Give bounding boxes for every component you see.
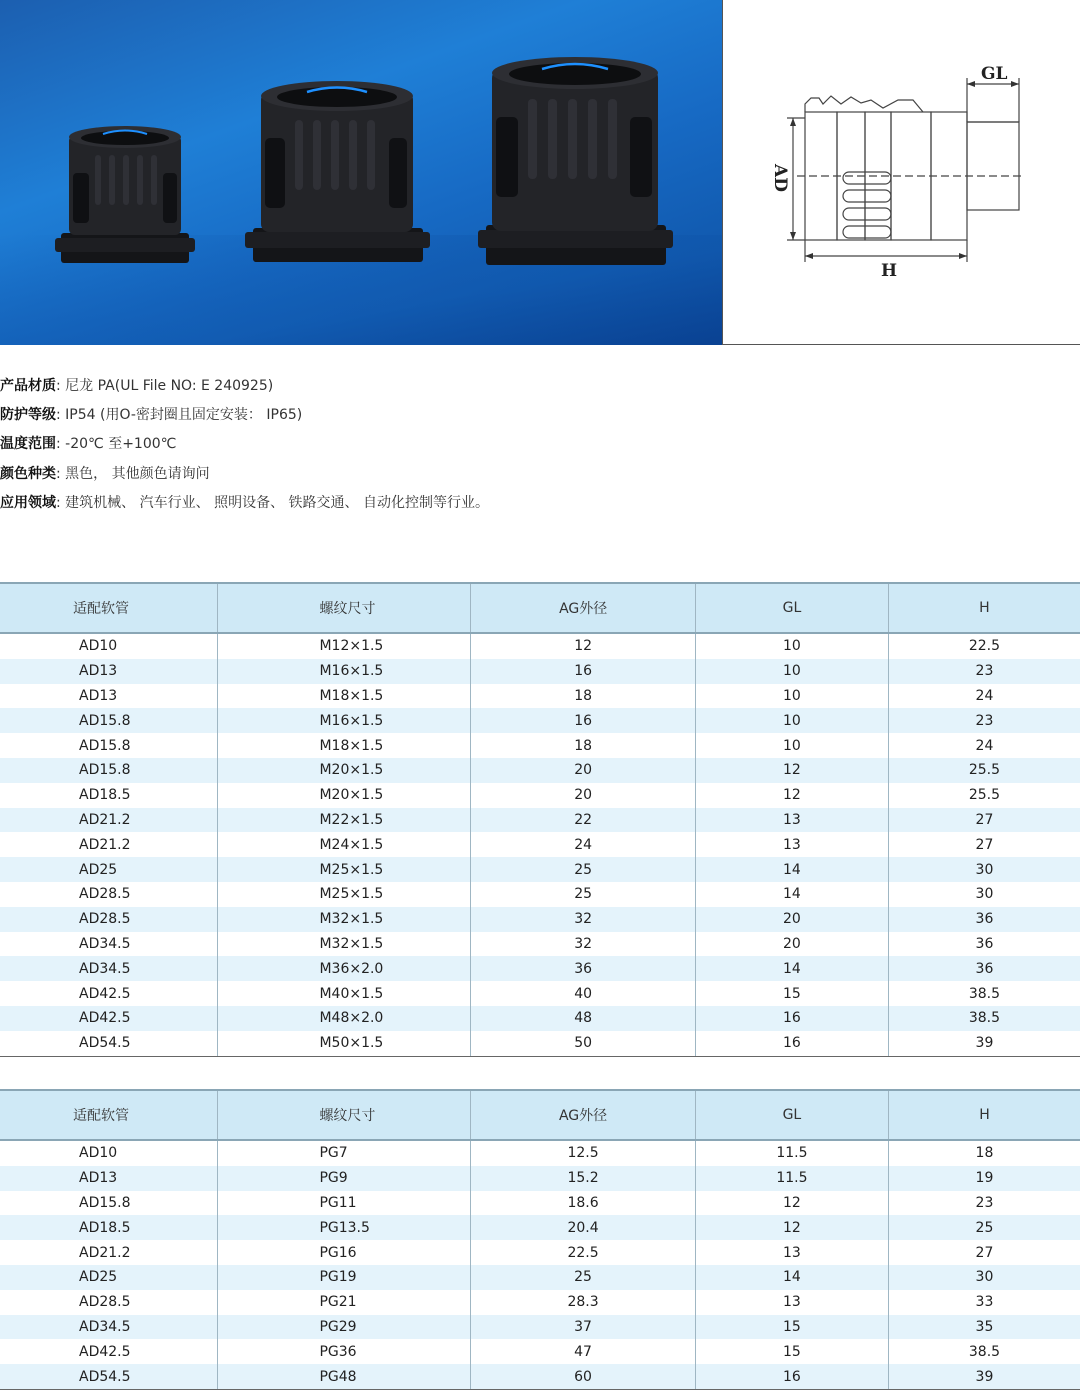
table-row: [0, 708, 1080, 733]
h-dimension-label: H: [881, 261, 898, 281]
cell-gl: 12: [695, 1191, 888, 1216]
cell-h: 27: [975, 1244, 994, 1261]
conduit-fitting-small-image: [55, 125, 195, 280]
cell-ag-diameter: 16: [471, 708, 696, 733]
cell-ag-diameter: 18.6: [471, 1191, 696, 1216]
cell-thread-size: M25×1.5: [218, 857, 471, 882]
cell-h: 30: [888, 857, 1080, 882]
cell-h: 23: [888, 659, 1080, 684]
cell-hose: AD25: [0, 1265, 218, 1290]
spec-temperature-range: [0, 430, 489, 459]
cell-hose: AD42.5: [0, 1339, 218, 1364]
column-header-ag-diameter: AG外径: [471, 583, 696, 633]
cell-h: 27: [975, 836, 994, 853]
cell-h: 19: [888, 1166, 1080, 1191]
cell-h: 36: [888, 956, 1080, 981]
cell-thread-size: M32×1.5: [218, 932, 471, 957]
cell-h: 18: [975, 1145, 994, 1162]
column-header-thread-size: 螺纹尺寸: [218, 583, 471, 633]
cell-h: 22.5: [968, 638, 1001, 655]
table-row: [0, 932, 1080, 957]
cell-hose: AD15.8: [0, 1191, 218, 1216]
cell-ag-diameter: 25: [471, 1265, 696, 1290]
spec-application: [0, 489, 489, 518]
cell-gl: 14: [695, 857, 888, 882]
table-row: [0, 1265, 1080, 1290]
cell-thread-size: M16×1.5: [218, 708, 471, 733]
cell-thread-size: PG19: [218, 1265, 471, 1290]
cell-ag-diameter: 15.2: [471, 1166, 696, 1191]
cell-gl: 10: [695, 633, 888, 659]
cell-gl: 15: [695, 1315, 888, 1340]
cell-ag-diameter: 40: [471, 981, 696, 1006]
cell-gl: 10: [695, 733, 888, 758]
cell-thread-size: M40×1.5: [218, 981, 471, 1006]
spec-value: : 建筑机械、 汽车行业、 照明设备、 铁路交通、 自动化控制等行业。: [56, 494, 489, 511]
cell-ag-diameter: 50: [471, 1031, 696, 1056]
cell-ag-diameter: 22.5: [471, 1240, 696, 1265]
cell-thread-size: M25×1.5: [218, 882, 471, 907]
cell-h: 24: [975, 737, 994, 754]
table-row: [0, 684, 1080, 709]
table-row: [0, 733, 1080, 758]
dimension-diagram-panel: [722, 0, 1080, 345]
cell-ag-diameter: 32: [471, 907, 696, 932]
column-header-gl: GL: [695, 583, 888, 633]
table-row: [0, 1315, 1080, 1340]
table-row: [0, 882, 1080, 907]
cell-gl: 15: [695, 1339, 888, 1364]
cell-gl: 10: [695, 708, 888, 733]
cell-ag-diameter: 32: [471, 932, 696, 957]
table-body: [0, 633, 1080, 1056]
cell-hose: AD13: [0, 684, 218, 709]
cell-hose: AD42.5: [0, 1006, 218, 1031]
column-header-h: H: [888, 1090, 1080, 1140]
pg-thread-size-table: [0, 1089, 1080, 1390]
cell-gl: 16: [695, 1031, 888, 1056]
cell-h: 23: [975, 1194, 994, 1211]
cell-thread-size: M12×1.5: [218, 633, 471, 659]
table-row: [0, 1006, 1080, 1031]
cell-ag-diameter: 25: [471, 882, 696, 907]
table-row: [0, 808, 1080, 833]
cell-thread-size: M18×1.5: [218, 733, 471, 758]
table-row: [0, 1339, 1080, 1364]
cell-h: 38.5: [968, 1343, 1001, 1360]
table-body: [0, 1140, 1080, 1389]
table-row: [0, 758, 1080, 783]
cell-h: 36: [975, 935, 994, 952]
column-header-hose: 适配软管: [0, 583, 218, 633]
spec-value: : 尼龙 PA(UL File NO: E 240925): [56, 378, 274, 394]
cell-hose: AD15.8: [0, 733, 218, 758]
table-row: [0, 1364, 1080, 1389]
cell-gl: 16: [695, 1006, 888, 1031]
cell-ag-diameter: 36: [471, 956, 696, 981]
spec-color: [0, 460, 489, 489]
cell-hose: AD34.5: [0, 956, 218, 981]
cell-h: 33: [975, 1294, 994, 1311]
cell-thread-size: M32×1.5: [218, 907, 471, 932]
cell-thread-size: M20×1.5: [218, 758, 471, 783]
cell-hose: AD28.5: [0, 907, 218, 932]
cell-thread-size: PG48: [218, 1364, 471, 1389]
cell-gl: 15: [695, 981, 888, 1006]
cell-hose: AD10: [0, 1140, 218, 1166]
cell-ag-diameter: 12: [471, 633, 696, 659]
cell-h: 30: [975, 886, 994, 903]
cell-ag-diameter: 18: [471, 733, 696, 758]
cell-gl: 14: [695, 956, 888, 981]
cell-h: 36: [888, 907, 1080, 932]
cell-ag-diameter: 20: [471, 783, 696, 808]
cell-thread-size: M22×1.5: [218, 808, 471, 833]
cell-ag-diameter: 18: [471, 684, 696, 709]
ad-dimension-label: AD: [770, 164, 790, 192]
cell-thread-size: M16×1.5: [218, 659, 471, 684]
cell-ag-diameter: 20.4: [471, 1215, 696, 1240]
cell-thread-size: PG36: [218, 1339, 471, 1364]
table-row: [0, 1215, 1080, 1240]
column-header-h: H: [888, 583, 1080, 633]
cell-gl: 13: [695, 1240, 888, 1265]
table-row: [0, 832, 1080, 857]
table-header-row: [0, 1090, 1080, 1140]
cell-hose: AD28.5: [0, 882, 218, 907]
cell-hose: AD34.5: [0, 932, 218, 957]
cell-hose: AD13: [0, 1166, 218, 1191]
cell-hose: AD54.5: [0, 1364, 218, 1389]
column-header-hose: 适配软管: [0, 1090, 218, 1140]
spec-label: 温度范围: [0, 436, 56, 453]
cell-gl: 11.5: [695, 1140, 888, 1166]
spec-label: 颜色种类: [0, 465, 56, 482]
cell-hose: AD13: [0, 659, 218, 684]
table-row: [0, 907, 1080, 932]
product-specs-list: [0, 372, 489, 518]
product-photo-banner: [0, 0, 722, 345]
spec-label: 防护等级: [0, 407, 56, 424]
cell-hose: AD21.2: [0, 832, 218, 857]
table-row: [0, 981, 1080, 1006]
cell-gl: 20: [695, 907, 888, 932]
cell-ag-diameter: 25: [471, 857, 696, 882]
cell-thread-size: M24×1.5: [218, 832, 471, 857]
cell-hose: AD25: [0, 857, 218, 882]
table-row: [0, 1140, 1080, 1166]
cell-ag-diameter: 16: [471, 659, 696, 684]
cell-hose: AD54.5: [0, 1031, 218, 1056]
spec-value: : 黑色， 其他颜色请询问: [56, 465, 210, 482]
spec-value: : -20℃ 至+100℃: [56, 436, 177, 453]
cell-ag-diameter: 24: [471, 832, 696, 857]
table-header-row: [0, 583, 1080, 633]
cell-gl: 13: [695, 1290, 888, 1315]
cell-h: 39: [888, 1031, 1080, 1056]
cell-hose: AD18.5: [0, 1215, 218, 1240]
table-row: [0, 659, 1080, 684]
cell-ag-diameter: 37: [471, 1315, 696, 1340]
cell-thread-size: PG13.5: [218, 1215, 471, 1240]
cell-ag-diameter: 48: [471, 1006, 696, 1031]
cell-hose: AD42.5: [0, 981, 218, 1006]
cell-hose: AD21.2: [0, 808, 218, 833]
table-row: [0, 1191, 1080, 1216]
cell-gl: 14: [695, 1265, 888, 1290]
cell-hose: AD21.2: [0, 1240, 218, 1265]
cell-gl: 12: [695, 758, 888, 783]
cell-gl: 12: [695, 783, 888, 808]
cell-thread-size: PG29: [218, 1315, 471, 1340]
cell-gl: 13: [695, 808, 888, 833]
cell-thread-size: PG7: [218, 1140, 471, 1166]
cell-thread-size: M18×1.5: [218, 684, 471, 709]
cell-ag-diameter: 28.3: [471, 1290, 696, 1315]
cell-thread-size: M50×1.5: [218, 1031, 471, 1056]
spec-protection-rating: [0, 401, 489, 430]
cell-ag-diameter: 60: [471, 1364, 696, 1389]
table-row: [0, 633, 1080, 659]
cell-h: 30: [888, 1265, 1080, 1290]
cell-hose: AD34.5: [0, 1315, 218, 1340]
cell-h: 25: [888, 1215, 1080, 1240]
dimension-diagram: [723, 0, 1080, 345]
cell-gl: 20: [695, 932, 888, 957]
cell-gl: 10: [695, 659, 888, 684]
cell-h: 39: [888, 1364, 1080, 1389]
cell-h: 24: [975, 687, 994, 704]
cell-h: 27: [888, 808, 1080, 833]
table-row: [0, 956, 1080, 981]
cell-h: 25.5: [968, 787, 1001, 804]
cell-ag-diameter: 12.5: [471, 1140, 696, 1166]
spec-label: 产品材质: [0, 378, 56, 394]
cell-h: 38.5: [888, 1006, 1080, 1031]
conduit-fitting-large-image: [478, 55, 673, 277]
cell-thread-size: PG16: [218, 1240, 471, 1265]
table-row: [0, 1290, 1080, 1315]
cell-hose: AD15.8: [0, 758, 218, 783]
cell-h: 25.5: [888, 758, 1080, 783]
cell-hose: AD15.8: [0, 708, 218, 733]
cell-h: 35: [888, 1315, 1080, 1340]
cell-ag-diameter: 20: [471, 758, 696, 783]
cell-h: 23: [888, 708, 1080, 733]
cell-thread-size: M36×2.0: [218, 956, 471, 981]
table-row: [0, 1166, 1080, 1191]
cell-gl: 12: [695, 1215, 888, 1240]
cell-hose: AD10: [0, 633, 218, 659]
cell-gl: 10: [695, 684, 888, 709]
spec-label: 应用领域: [0, 494, 56, 511]
cell-ag-diameter: 22: [471, 808, 696, 833]
metric-thread-size-table: [0, 582, 1080, 1057]
column-header-ag-diameter: AG外径: [471, 1090, 696, 1140]
cell-thread-size: PG21: [218, 1290, 471, 1315]
cell-thread-size: M20×1.5: [218, 783, 471, 808]
cell-hose: AD28.5: [0, 1290, 218, 1315]
conduit-fitting-medium-image: [245, 80, 430, 275]
gl-dimension-label: GL: [981, 64, 1008, 84]
cell-thread-size: M48×2.0: [218, 1006, 471, 1031]
cell-gl: 13: [695, 832, 888, 857]
spec-value: : IP54 (用O-密封圈且固定安装： IP65): [56, 407, 303, 424]
cell-thread-size: PG9: [218, 1166, 471, 1191]
cell-gl: 11.5: [695, 1166, 888, 1191]
cell-h: 38.5: [968, 985, 1001, 1002]
table-row: [0, 783, 1080, 808]
column-header-thread-size: 螺纹尺寸: [218, 1090, 471, 1140]
cell-hose: AD18.5: [0, 783, 218, 808]
table-row: [0, 857, 1080, 882]
spec-material: [0, 372, 489, 401]
cell-thread-size: PG11: [218, 1191, 471, 1216]
cell-gl: 14: [695, 882, 888, 907]
column-header-gl: GL: [695, 1090, 888, 1140]
table-row: [0, 1240, 1080, 1265]
table-row: [0, 1031, 1080, 1056]
cell-gl: 16: [695, 1364, 888, 1389]
cell-ag-diameter: 47: [471, 1339, 696, 1364]
